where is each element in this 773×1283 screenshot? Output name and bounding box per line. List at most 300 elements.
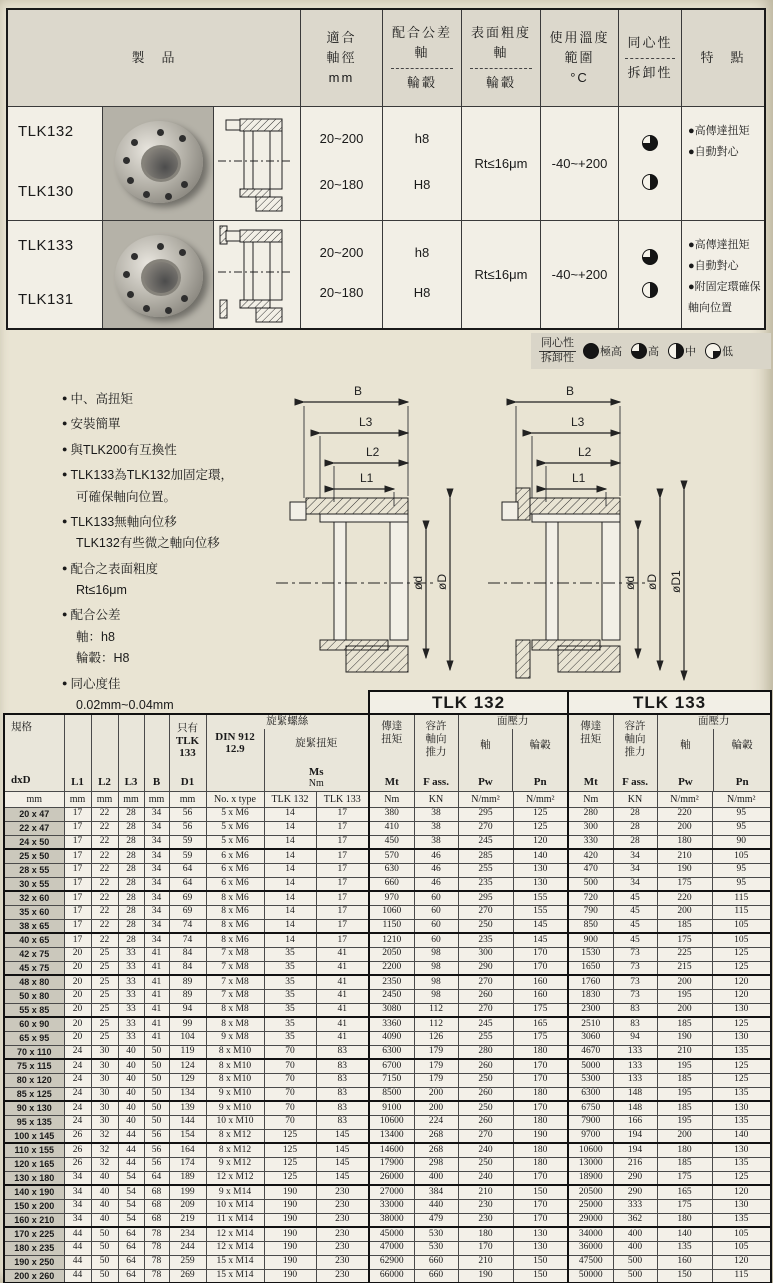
half-circle-icon xyxy=(668,343,684,359)
value-cell: 20 xyxy=(64,989,91,1003)
size-cell: 45 x 75 xyxy=(4,961,64,975)
value-cell: 219 xyxy=(169,1213,206,1227)
value-cell: 130 xyxy=(513,863,568,877)
spec-row xyxy=(4,933,771,947)
value-cell: 420 xyxy=(568,849,613,863)
value-cell: 105 xyxy=(712,933,771,947)
value-cell: 230 xyxy=(316,1213,369,1227)
value-cell: 180 xyxy=(657,1143,712,1157)
value-cell: 190 xyxy=(264,1185,316,1199)
size-cell: 75 x 115 xyxy=(4,1059,64,1073)
value-cell: 41 xyxy=(316,1031,369,1045)
value-cell: 259 xyxy=(169,1255,206,1269)
spec-row xyxy=(4,1157,771,1171)
unit-cell: mm xyxy=(144,791,169,807)
spec-header-row xyxy=(4,714,771,791)
value-cell: 84 xyxy=(169,947,206,961)
legend-items xyxy=(583,343,733,359)
header-b: B xyxy=(144,714,169,791)
value-cell: 25 xyxy=(91,1017,118,1031)
value-cell: 900 xyxy=(568,933,613,947)
concentricity-cell xyxy=(618,220,681,328)
value-cell: 125 xyxy=(712,1073,771,1087)
feature-item: ● 與TLK200有互換性 xyxy=(62,442,177,457)
size-cell: 40 x 65 xyxy=(4,933,64,947)
value-cell: 144 xyxy=(169,1115,206,1129)
value-cell: 83 xyxy=(316,1101,369,1115)
value-cell: 2200 xyxy=(369,961,414,975)
value-cell: 14 xyxy=(264,905,316,919)
value-cell: 104 xyxy=(169,1031,206,1045)
value-cell: 269 xyxy=(169,1269,206,1283)
size-cell: 140 x 190 xyxy=(4,1185,64,1199)
value-cell: 145 xyxy=(513,919,568,933)
header-surface-pressure-133: 面壓力 軸 Pw 輪轂 Pn xyxy=(657,714,771,791)
value-cell: 235 xyxy=(458,933,513,947)
header-mt-132: 傳達扭矩 Mt xyxy=(369,714,414,791)
value-cell: 66000 xyxy=(369,1269,414,1283)
value-cell: 68 xyxy=(144,1199,169,1213)
value-cell: 105 xyxy=(712,1241,771,1255)
size-cell: 38 x 65 xyxy=(4,919,64,933)
value-cell: 34 xyxy=(144,877,169,891)
value-cell: 133 xyxy=(613,1059,657,1073)
value-cell: 38 xyxy=(414,821,458,835)
spec-row xyxy=(4,821,771,835)
value-cell: 9 x M14 xyxy=(206,1185,264,1199)
value-cell: 210 xyxy=(657,1045,712,1059)
value-cell: 25 xyxy=(91,961,118,975)
value-cell: 17 xyxy=(64,905,91,919)
features-list xyxy=(62,390,290,721)
value-cell: 50 xyxy=(144,1115,169,1129)
value-cell: 35 xyxy=(264,961,316,975)
value-cell: 235 xyxy=(458,877,513,891)
size-cell: 42 x 75 xyxy=(4,947,64,961)
size-cell: 100 x 145 xyxy=(4,1129,64,1143)
value-cell: 189 xyxy=(169,1171,206,1185)
value-cell: 44 xyxy=(64,1227,91,1241)
value-cell: 50 xyxy=(144,1045,169,1059)
value-cell: 70 xyxy=(264,1073,316,1087)
value-cell: 530 xyxy=(414,1241,458,1255)
size-cell: 150 x 200 xyxy=(4,1199,64,1213)
value-cell: 145 xyxy=(316,1143,369,1157)
value-cell: 8 x M12 xyxy=(206,1143,264,1157)
size-cell: 200 x 260 xyxy=(4,1269,64,1283)
value-cell: 41 xyxy=(316,975,369,989)
value-cell: 50 xyxy=(144,1101,169,1115)
series-header-tlk133: TLK 133 xyxy=(568,691,771,714)
value-cell: 130 xyxy=(712,1031,771,1045)
value-cell: 8 x M12 xyxy=(206,1129,264,1143)
size-cell: 22 x 47 xyxy=(4,821,64,835)
value-cell: 14 xyxy=(264,821,316,835)
legend-item: 極高 xyxy=(583,343,622,359)
unit-cell: Nm xyxy=(369,791,414,807)
size-cell: 110 x 155 xyxy=(4,1143,64,1157)
value-cell: 9 x M12 xyxy=(206,1157,264,1171)
value-cell: 27000 xyxy=(369,1185,414,1199)
value-cell: 64 xyxy=(169,877,206,891)
size-cell: 80 x 120 xyxy=(4,1073,64,1087)
value-cell: 15 x M14 xyxy=(206,1255,264,1269)
feature-item: ● 安裝簡單 xyxy=(62,417,121,432)
value-cell: 145 xyxy=(316,1129,369,1143)
value-cell: 56 xyxy=(144,1129,169,1143)
value-cell: 470 xyxy=(568,863,613,877)
value-cell: 98 xyxy=(414,975,458,989)
value-cell: 115 xyxy=(712,905,771,919)
spec-row xyxy=(4,1227,771,1241)
spec-table-body xyxy=(4,807,771,1283)
value-cell: 6 x M6 xyxy=(206,863,264,877)
value-cell: 5 x M6 xyxy=(206,821,264,835)
value-cell: 500 xyxy=(568,877,613,891)
value-cell: 245 xyxy=(458,1017,513,1031)
value-cell: 200 xyxy=(657,975,712,989)
value-cell: 2350 xyxy=(369,975,414,989)
spec-row xyxy=(4,961,771,975)
unit-cell: KN xyxy=(613,791,657,807)
value-cell: 20 xyxy=(64,1003,91,1017)
value-cell: 24 xyxy=(64,1101,91,1115)
value-cell: 5000 xyxy=(568,1059,613,1073)
value-cell: 26000 xyxy=(369,1171,414,1185)
value-cell: 20 xyxy=(64,947,91,961)
value-cell: 30 xyxy=(91,1045,118,1059)
value-cell: 54 xyxy=(118,1199,144,1213)
value-cell: 99 xyxy=(169,1017,206,1031)
value-cell: 199 xyxy=(169,1185,206,1199)
value-cell: 125 xyxy=(264,1143,316,1157)
value-cell: 210 xyxy=(458,1255,513,1269)
unit-cell: mm xyxy=(4,791,64,807)
value-cell: 25000 xyxy=(568,1199,613,1213)
spec-row xyxy=(4,919,771,933)
rating-circle-icon xyxy=(642,249,658,265)
value-cell: 200 xyxy=(657,905,712,919)
spec-row xyxy=(4,1255,771,1269)
dim-label: ød xyxy=(623,575,637,590)
value-cell: 170 xyxy=(513,1199,568,1213)
unit-cell: mm xyxy=(169,791,206,807)
value-cell: 40 xyxy=(118,1045,144,1059)
header-fass-132: 容許軸向推力 F ass. xyxy=(414,714,458,791)
value-cell: 3360 xyxy=(369,1017,414,1031)
product-feature: ●高傳達扭矩 xyxy=(688,239,750,251)
value-cell: 400 xyxy=(613,1227,657,1241)
value-cell: 54 xyxy=(118,1185,144,1199)
value-cell: 33 xyxy=(118,989,144,1003)
value-cell: 3080 xyxy=(369,1003,414,1017)
value-cell: 170 xyxy=(513,947,568,961)
value-cell: 190 xyxy=(264,1255,316,1269)
size-cell: 180 x 235 xyxy=(4,1241,64,1255)
spec-row xyxy=(4,989,771,1003)
spec-row xyxy=(4,807,771,821)
value-cell: 7 x M8 xyxy=(206,961,264,975)
value-cell: 70 xyxy=(264,1101,316,1115)
value-cell: 25 xyxy=(91,1003,118,1017)
legend-item: 高 xyxy=(631,343,659,359)
value-cell: 17 xyxy=(64,835,91,849)
value-cell: 270 xyxy=(458,821,513,835)
dashed-divider xyxy=(625,58,675,59)
value-cell: 28 xyxy=(118,835,144,849)
unit-cell: TLK 133 xyxy=(316,791,369,807)
value-cell: 660 xyxy=(369,877,414,891)
value-cell: 300 xyxy=(458,947,513,961)
value-cell: 38 xyxy=(414,835,458,849)
col-header-roughness: 表面粗度 軸 輪轂 xyxy=(461,10,540,106)
value-cell: 260 xyxy=(458,989,513,1003)
value-cell: 8 x M10 xyxy=(206,1045,264,1059)
value-cell: 234 xyxy=(169,1227,206,1241)
value-cell: 89 xyxy=(169,975,206,989)
product-photo xyxy=(102,220,213,328)
value-cell: 148 xyxy=(613,1087,657,1101)
feature-subitem: 軸：h8 xyxy=(76,629,115,644)
size-cell: 120 x 165 xyxy=(4,1157,64,1171)
locking-ring-image xyxy=(115,235,203,317)
value-cell: 54 xyxy=(118,1213,144,1227)
value-cell: 133 xyxy=(613,1073,657,1087)
value-cell: 17900 xyxy=(369,1157,414,1171)
value-cell: 34 xyxy=(64,1185,91,1199)
value-cell: 78 xyxy=(144,1255,169,1269)
value-cell: 33 xyxy=(118,1017,144,1031)
value-cell: 268 xyxy=(414,1143,458,1157)
value-cell: 210 xyxy=(458,1185,513,1199)
value-cell: 32 xyxy=(91,1143,118,1157)
value-cell: 73 xyxy=(613,961,657,975)
value-cell: 155 xyxy=(513,891,568,905)
value-cell: 41 xyxy=(316,961,369,975)
section-sketch-cell xyxy=(213,220,300,328)
value-cell: 400 xyxy=(613,1241,657,1255)
value-cell: 200 xyxy=(414,1087,458,1101)
size-cell: 90 x 130 xyxy=(4,1101,64,1115)
value-cell: 190 xyxy=(513,1129,568,1143)
spec-row xyxy=(4,1087,771,1101)
value-cell: 180 xyxy=(513,1115,568,1129)
value-cell: 850 xyxy=(568,919,613,933)
value-cell: 25 xyxy=(91,1031,118,1045)
value-cell: 17 xyxy=(316,821,369,835)
value-cell: 440 xyxy=(414,1199,458,1213)
value-cell: 6700 xyxy=(369,1059,414,1073)
dim-label: L3 xyxy=(359,415,373,429)
value-cell: 25 xyxy=(91,975,118,989)
product-overview-table xyxy=(6,8,766,330)
size-cell: 28 x 55 xyxy=(4,863,64,877)
value-cell: 245 xyxy=(458,835,513,849)
value-cell: 170 xyxy=(513,1073,568,1087)
dim-label: B xyxy=(566,384,575,398)
value-cell: 105 xyxy=(712,849,771,863)
value-cell: 28 xyxy=(118,905,144,919)
value-cell: 34 xyxy=(64,1171,91,1185)
value-cell: 60 xyxy=(414,891,458,905)
value-cell: 35 xyxy=(264,947,316,961)
value-cell: 112 xyxy=(414,1003,458,1017)
value-cell: 56 xyxy=(169,821,206,835)
value-cell: 135 xyxy=(712,1087,771,1101)
value-cell: 17 xyxy=(64,863,91,877)
bore-hole xyxy=(141,145,181,182)
value-cell: 41 xyxy=(316,947,369,961)
value-cell: 270 xyxy=(458,905,513,919)
spec-row xyxy=(4,1199,771,1213)
value-cell: 17 xyxy=(316,891,369,905)
band-spacer xyxy=(4,691,369,714)
value-cell: 160 xyxy=(657,1255,712,1269)
value-cell: 225 xyxy=(657,947,712,961)
value-cell: 41 xyxy=(316,1003,369,1017)
value-cell: 28 xyxy=(118,863,144,877)
value-cell: 333 xyxy=(613,1199,657,1213)
feature-item: ● 同心度佳 xyxy=(62,676,121,691)
value-cell: 94 xyxy=(169,1003,206,1017)
value-cell: 500 xyxy=(613,1255,657,1269)
value-cell: 154 xyxy=(169,1129,206,1143)
value-cell: 70 xyxy=(264,1059,316,1073)
value-cell: 130 xyxy=(712,1101,771,1115)
value-cell: 14600 xyxy=(369,1143,414,1157)
value-cell: 380 xyxy=(369,807,414,821)
roughness-cell: Rt≤16μm xyxy=(461,220,540,328)
value-cell: 26 xyxy=(64,1157,91,1171)
size-cell: 30 x 55 xyxy=(4,877,64,891)
value-cell: 160 xyxy=(513,975,568,989)
value-cell: 148 xyxy=(613,1101,657,1115)
value-cell: 160 xyxy=(513,989,568,1003)
col-header-bore: 適合 軸徑 mm xyxy=(300,10,382,106)
value-cell: 8 x M6 xyxy=(206,905,264,919)
spec-row xyxy=(4,947,771,961)
value-cell: 255 xyxy=(458,863,513,877)
value-cell: 44 xyxy=(118,1157,144,1171)
value-cell: 240 xyxy=(458,1143,513,1157)
value-cell: 268 xyxy=(414,1129,458,1143)
value-cell: 34 xyxy=(144,919,169,933)
value-cell: 22 xyxy=(91,933,118,947)
value-cell: 133 xyxy=(613,1045,657,1059)
value-cell: 500 xyxy=(613,1269,657,1283)
value-cell: 175 xyxy=(513,1031,568,1045)
value-cell: 26 xyxy=(64,1143,91,1157)
value-cell: 230 xyxy=(458,1199,513,1213)
size-cell: 170 x 225 xyxy=(4,1227,64,1241)
value-cell: 17 xyxy=(316,933,369,947)
bolt-circle xyxy=(157,129,164,136)
value-cell: 34 xyxy=(613,849,657,863)
value-cell: 1830 xyxy=(568,989,613,1003)
value-cell: 180 xyxy=(513,1157,568,1171)
value-cell: 209 xyxy=(169,1199,206,1213)
value-cell: 179 xyxy=(414,1059,458,1073)
value-cell: 530 xyxy=(414,1227,458,1241)
value-cell: 29000 xyxy=(568,1213,613,1227)
value-cell: 125 xyxy=(712,947,771,961)
value-cell: 15 x M14 xyxy=(206,1269,264,1283)
col-header-features: 特 點 xyxy=(681,10,764,106)
value-cell: 200 xyxy=(657,1003,712,1017)
dim-label: L2 xyxy=(366,445,380,459)
value-cell: 330 xyxy=(568,835,613,849)
value-cell: 33 xyxy=(118,1031,144,1045)
value-cell: 36000 xyxy=(568,1241,613,1255)
value-cell: 150 xyxy=(513,1255,568,1269)
value-cell: 105 xyxy=(712,919,771,933)
value-cell: 32 xyxy=(91,1157,118,1171)
value-cell: 384 xyxy=(414,1185,458,1199)
value-cell: 125 xyxy=(513,821,568,835)
value-cell: 164 xyxy=(169,1143,206,1157)
value-cell: 7 x M8 xyxy=(206,975,264,989)
value-cell: 32 xyxy=(91,1129,118,1143)
value-cell: 190 xyxy=(264,1269,316,1283)
value-cell: 10600 xyxy=(568,1143,613,1157)
value-cell: 130 xyxy=(712,1003,771,1017)
value-cell: 20 xyxy=(64,975,91,989)
value-cell: 78 xyxy=(144,1241,169,1255)
value-cell: 34 xyxy=(144,835,169,849)
value-cell: 215 xyxy=(657,961,712,975)
legend-item: 中 xyxy=(668,343,696,359)
value-cell: 295 xyxy=(458,807,513,821)
dashed-divider xyxy=(470,68,532,69)
value-cell: 60 xyxy=(414,933,458,947)
model-cell xyxy=(8,220,102,328)
value-cell: 28 xyxy=(613,807,657,821)
value-cell: 34 xyxy=(144,821,169,835)
value-cell: 34 xyxy=(144,863,169,877)
value-cell: 125 xyxy=(712,961,771,975)
value-cell: 125 xyxy=(712,1059,771,1073)
value-cell: 175 xyxy=(657,877,712,891)
feature-subitem: 0.02mm~0.04mm xyxy=(76,697,174,712)
value-cell: 170 xyxy=(458,1241,513,1255)
product-feature: ●附固定環確保軸向位置 xyxy=(688,280,761,314)
value-cell: 9 x M10 xyxy=(206,1101,264,1115)
value-cell: 20500 xyxy=(568,1185,613,1199)
value-cell: 270 xyxy=(458,975,513,989)
value-cell: 24 xyxy=(64,1045,91,1059)
value-cell: 175 xyxy=(513,1003,568,1017)
value-cell: 9 x M8 xyxy=(206,1031,264,1045)
value-cell: 230 xyxy=(316,1255,369,1269)
value-cell: 7900 xyxy=(568,1115,613,1129)
value-cell: 50 xyxy=(91,1227,118,1241)
value-cell: 200 xyxy=(657,821,712,835)
value-cell: 135 xyxy=(712,1157,771,1171)
value-cell: 24 xyxy=(64,1115,91,1129)
value-cell: 185 xyxy=(657,1101,712,1115)
tolerance-cell: h8 H8 xyxy=(382,106,461,220)
value-cell: 90 xyxy=(712,835,771,849)
value-cell: 30 xyxy=(91,1087,118,1101)
concentricity-cell xyxy=(618,106,681,220)
value-cell: 20 xyxy=(64,1031,91,1045)
value-cell: 179 xyxy=(414,1073,458,1087)
value-cell: 125 xyxy=(264,1129,316,1143)
value-cell: 12 x M12 xyxy=(206,1171,264,1185)
value-cell: 14 xyxy=(264,877,316,891)
dim-label: L1 xyxy=(572,471,586,485)
value-cell: 165 xyxy=(657,1185,712,1199)
